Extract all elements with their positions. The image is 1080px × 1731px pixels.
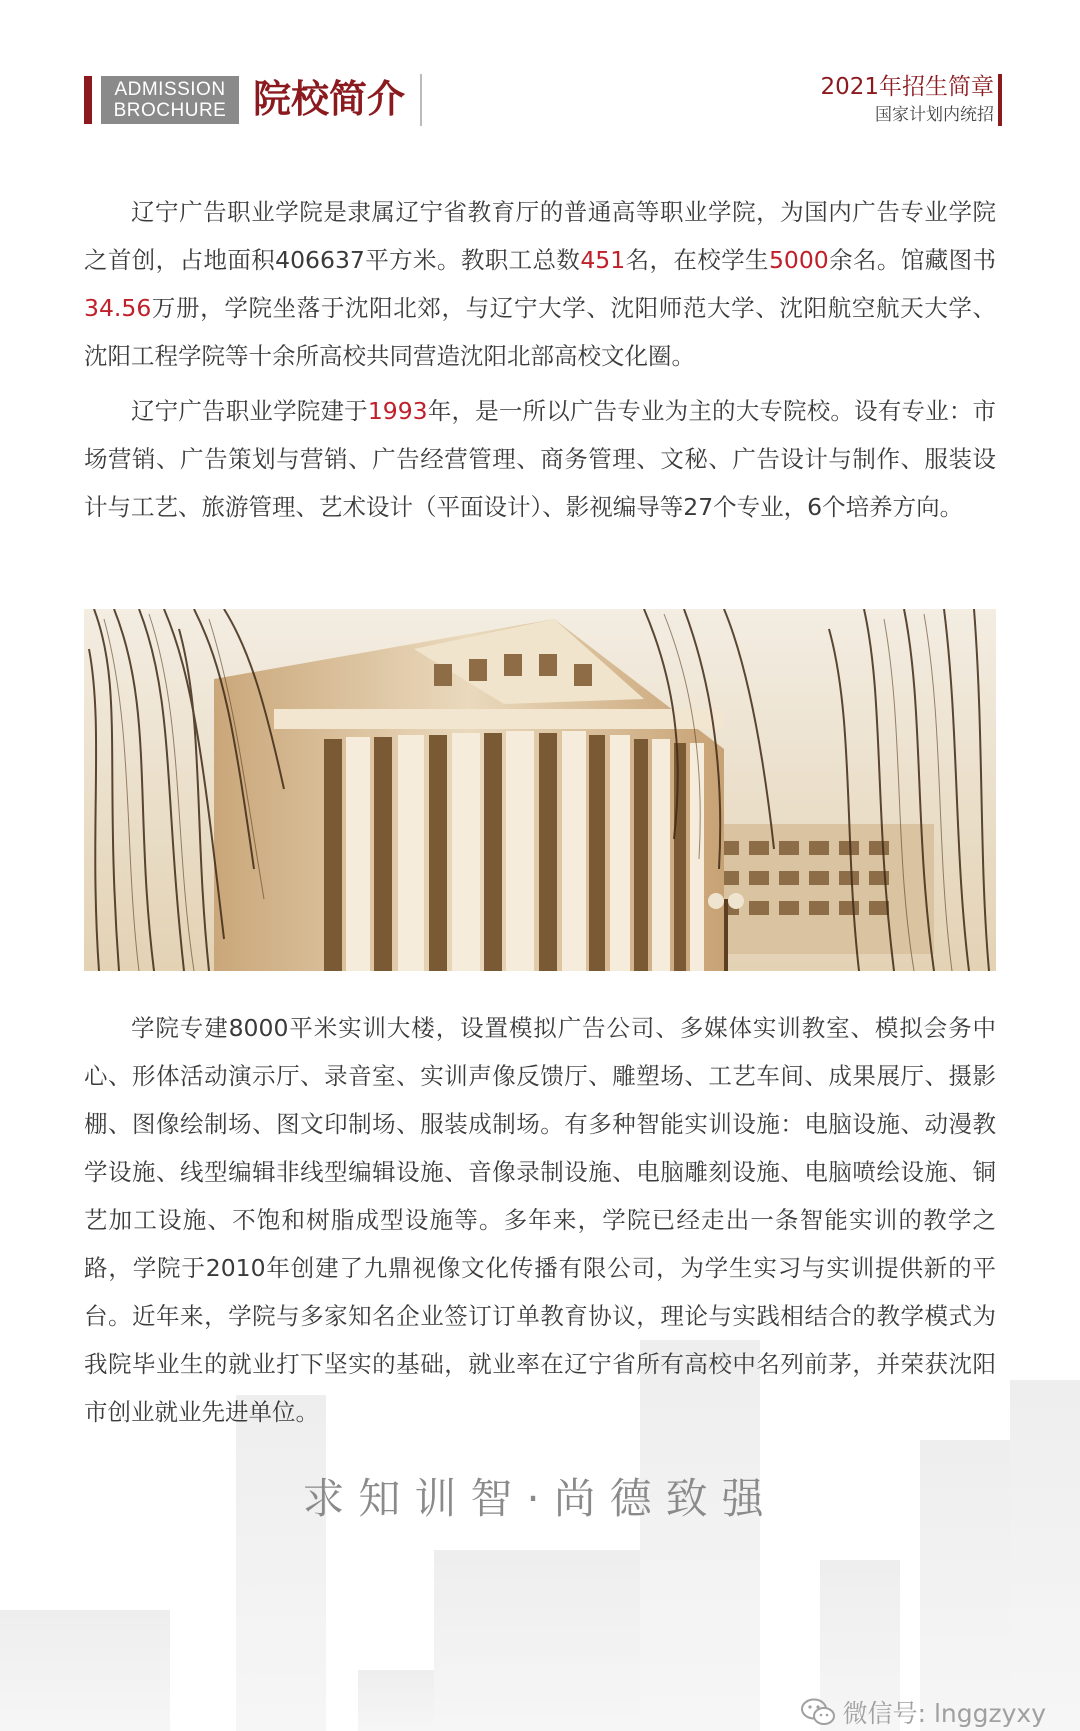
bg-block	[0, 1610, 170, 1731]
bg-block	[236, 1395, 326, 1731]
wechat-id-text: 微信号: lnggzyxy	[842, 1699, 1046, 1728]
header-right	[820, 72, 994, 126]
text-run: 名，在校学生	[625, 246, 769, 274]
admission-badge	[101, 76, 239, 124]
text-run: 万册，学院坐落于沈阳北郊，与辽宁大学、沈阳师范大学、沈阳航空航天大学、沈阳工程学院等十余所高校共同营造沈阳北部高校文化圈。	[84, 294, 996, 370]
header-divider	[420, 74, 422, 126]
wechat-icon	[801, 1698, 835, 1726]
paragraph-text	[84, 387, 996, 531]
badge-line2: BROCHURE	[113, 100, 227, 121]
header-accent-bar	[84, 76, 92, 124]
campus-building-image	[84, 609, 996, 971]
header-right-bar	[998, 74, 1002, 126]
badge-line1: ADMISSION	[114, 79, 226, 100]
campus-photo	[84, 609, 996, 971]
page-header	[0, 0, 1080, 130]
facilities-paragraph	[84, 1004, 996, 1436]
text-run: 年，是一所以广告专业为主的大专院校。设有专业：市场营销、广告策划与营销、广告经营管理、商务管理、文秘、广告设计与制作、服装设计与工艺、旅游管理、艺术设计（平面设计）、影视编导等27个专业，6个培养方向。	[84, 397, 997, 521]
brochure-year-title: 2021年招生简章	[820, 74, 994, 100]
text-run: 余名。馆藏图书	[828, 246, 997, 274]
founded-year: 1993	[367, 397, 428, 425]
student-count: 5000	[768, 246, 829, 274]
text-run: 辽宁广告职业学院建于	[131, 397, 368, 425]
brochure-subtitle: 国家计划内统招	[875, 105, 994, 125]
wechat-watermark	[801, 1694, 1046, 1730]
book-count: 34.56	[84, 294, 152, 322]
paragraph-text: 学院专建8000平米实训大楼，设置模拟广告公司、多媒体实训教室、模拟会务中心、形体活动演示厅、录音室、实训声像反馈厅、雕塑场、工艺车间、成果展厅、摄影棚、图像绘制场、图文印制场、服装成制场。有多种智能实训设施：电脑设施、动漫教学设施、线型编辑非线型编辑设施、音像录制设施、电脑雕刻设施、电脑喷绘设施、铜艺加工设施、不饱和树脂成型设施等。多年来，学院已经走出一条智能实训的教学之路，学院于2010年创建了九鼎视像文化传播有限公司，为学生实习与实训提供新的平台。近年来，学院与多家知名企业签订订单教育协议，理论与实践相结合的教学模式为我院毕业生的就业打下坚实的基础，就业率在辽宁省所有高校中名列前茅，并荣获沈阳市创业就业先进单位。	[84, 1014, 996, 1426]
bg-block	[1010, 1380, 1080, 1731]
intro-paragraph-2	[84, 387, 996, 531]
paragraph-text	[84, 188, 996, 380]
bg-block	[358, 1670, 438, 1731]
intro-paragraph-1	[84, 188, 996, 380]
school-motto: 求知训智·尚德致强	[302, 1474, 778, 1523]
page-title: 院校简介	[253, 77, 406, 121]
staff-count: 451	[580, 246, 626, 274]
text-run: 辽宁广告职业学院是隶属辽宁省教育厅的普通高等职业学院，为国内广告专业学院之首创，占地面积406637平方米。教职工总数	[84, 198, 996, 274]
